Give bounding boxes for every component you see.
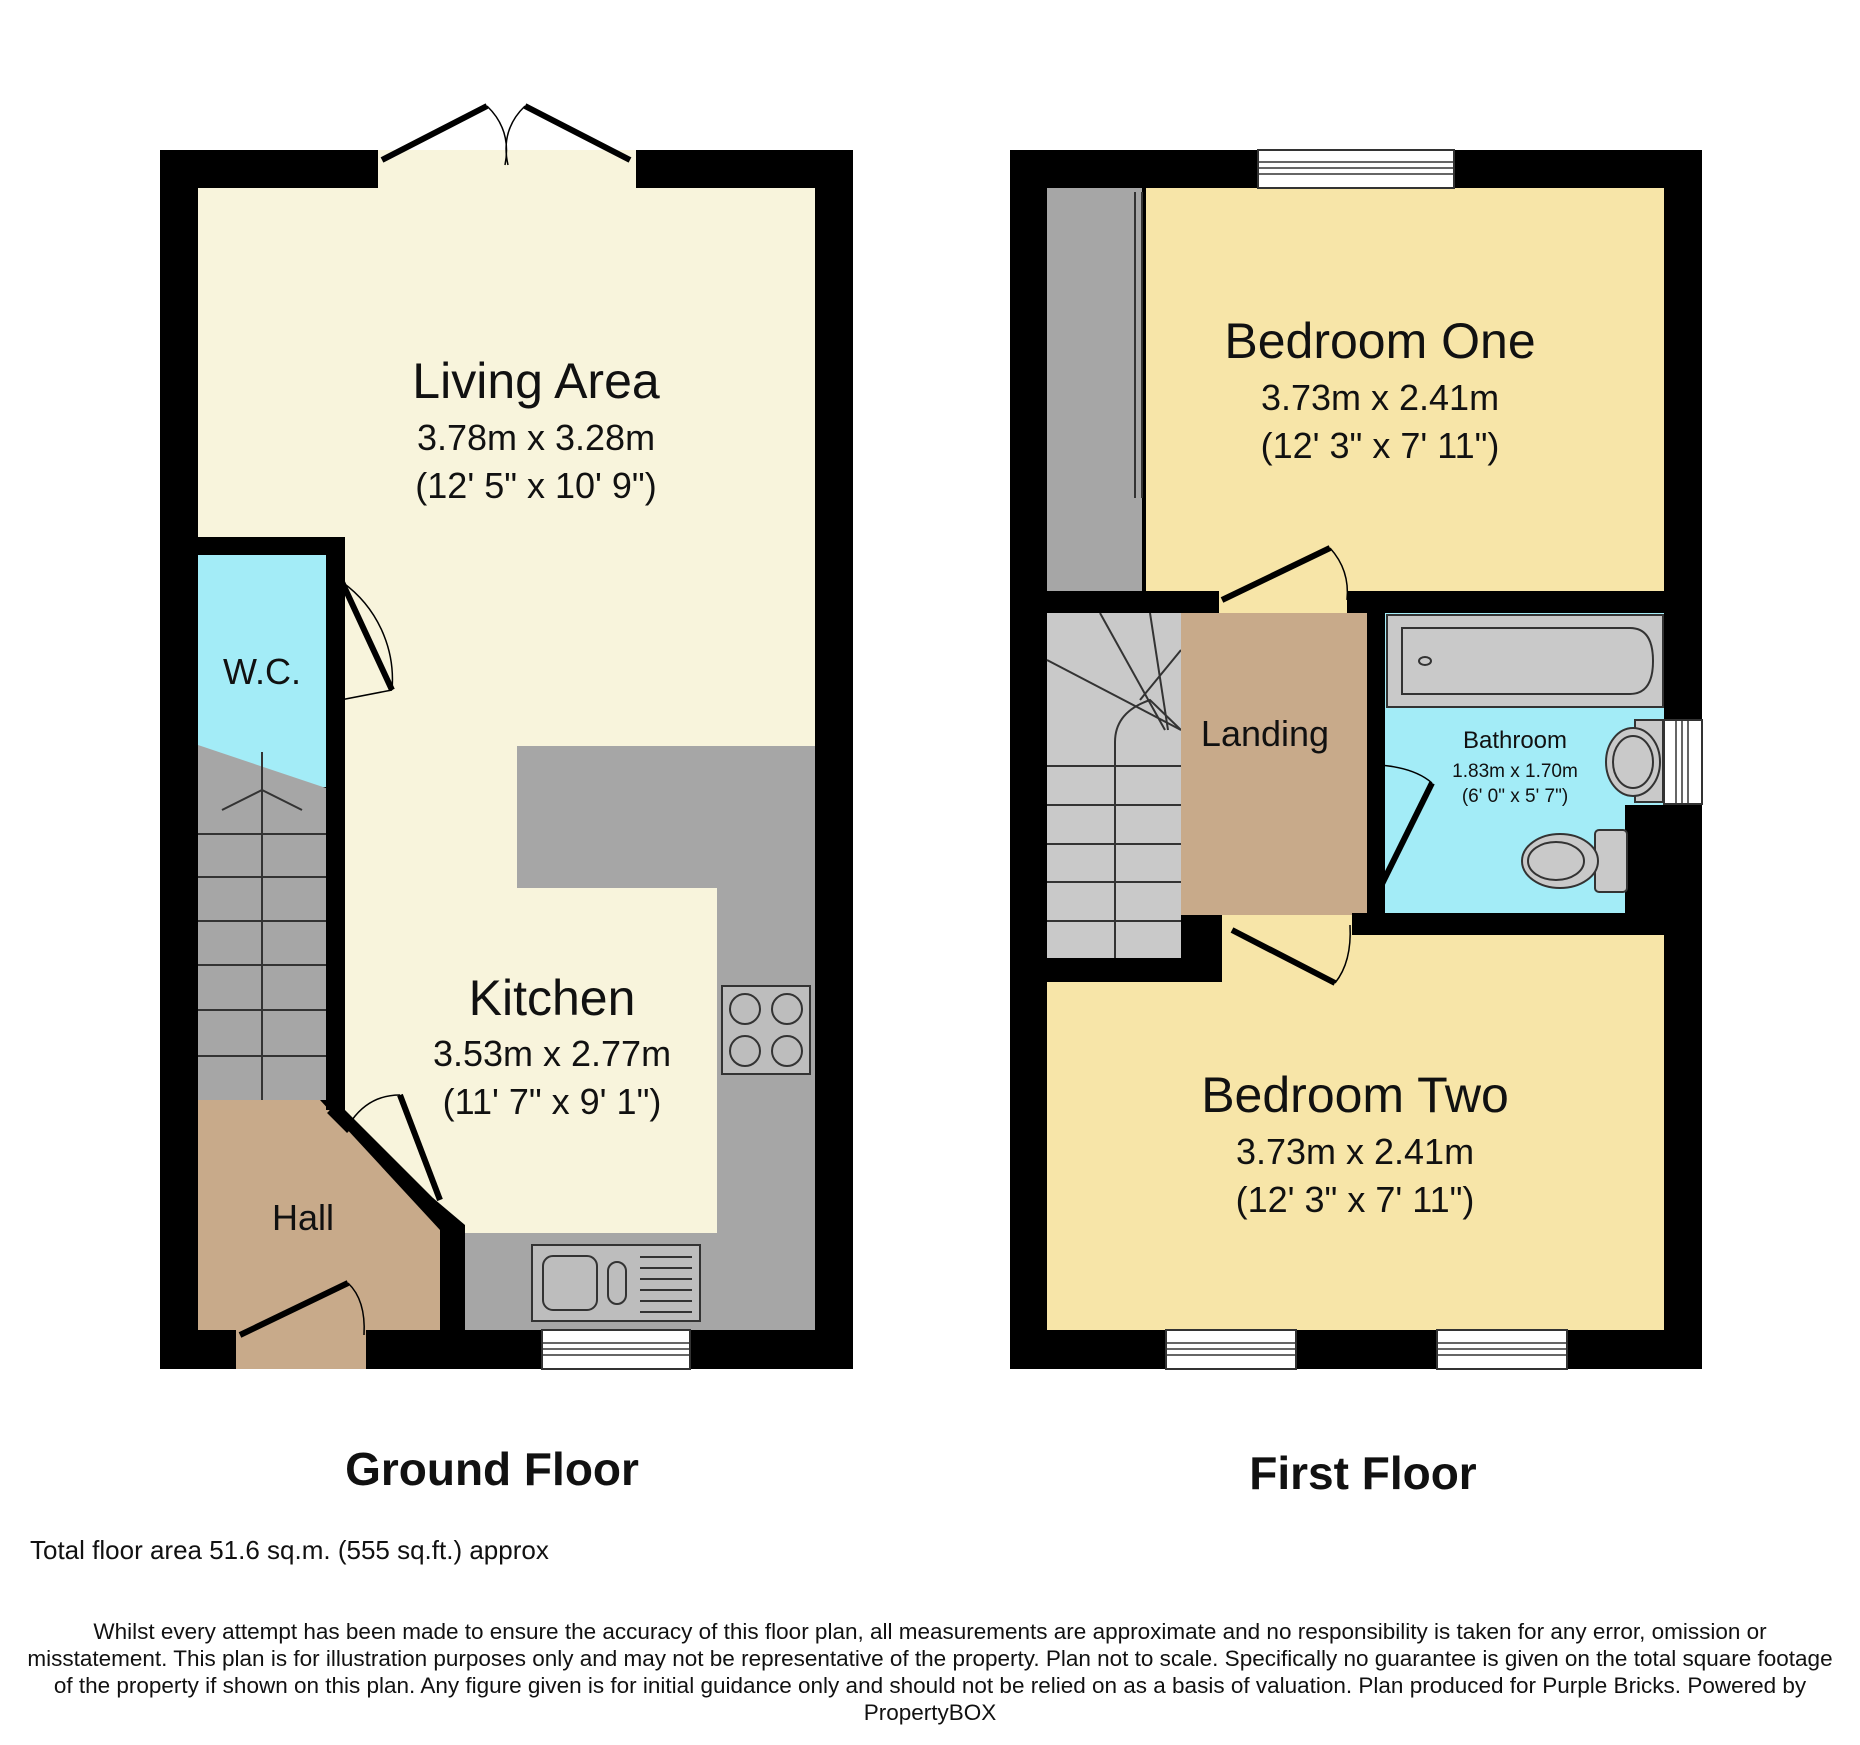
bedroom-two-name: Bedroom Two xyxy=(1201,1067,1509,1123)
wall-bathroom-left-upper xyxy=(1367,591,1385,761)
kitchen-name: Kitchen xyxy=(468,970,636,1026)
wall-bedroom-one-bottom-right xyxy=(1347,591,1664,613)
bath-icon xyxy=(1387,615,1663,707)
bathroom-window-icon xyxy=(1664,720,1702,804)
wardrobe xyxy=(1047,188,1142,591)
total-floor-area: Total floor area 51.6 sq.m. (555 sq.ft.) approx xyxy=(30,1535,549,1565)
bedroom-one-metric: 3.73m x 2.41m xyxy=(1260,377,1500,418)
disclaimer-text: Whilst every attempt has been made to ensure the accuracy of this floor plan, all measurements are approximate and no responsibility is taken for any error, omission or misstatement. This plan is for illustration purposes only and may not be representative of the property. Plan not to scale. Specifically no guarantee is given on the total square footage of the property if shown on this plan. Any figure given is for initial guidance only and should not be relied on as a basis of valuation. Plan produced for Purple Bricks. Powered by PropertyBOX xyxy=(27,1619,1833,1725)
wc-wall-right-lower xyxy=(326,706,345,1110)
ground-floor-stairs xyxy=(198,745,326,1100)
bedroom-two-window-right-icon xyxy=(1437,1330,1567,1369)
bedroom-two-window-left-icon xyxy=(1166,1330,1296,1369)
bathroom-name: Bathroom xyxy=(1462,727,1568,754)
bedroom-one-window-icon xyxy=(1258,150,1454,188)
first-floor-stairs xyxy=(1047,613,1181,958)
bathroom-floor-recess xyxy=(1625,805,1664,913)
ground-floor-plan xyxy=(160,106,853,1369)
bedroom-one-name: Bedroom One xyxy=(1224,313,1536,369)
sink-icon xyxy=(532,1245,700,1321)
toilet-icon xyxy=(1522,830,1627,892)
first-floor-title: First Floor xyxy=(1249,1447,1477,1499)
wall-bedroom-one-bottom-left xyxy=(1047,591,1219,613)
kitchen-metric: 3.53m x 2.77m xyxy=(432,1033,672,1074)
front-door-opening xyxy=(236,1330,366,1369)
living-area-imperial: (12' 5" x 10' 9") xyxy=(415,465,657,506)
wall-stairs-bottom xyxy=(1047,958,1195,982)
bedroom-two-metric: 3.73m x 2.41m xyxy=(1235,1131,1475,1172)
bathroom-imperial: (6' 0" x 5' 7") xyxy=(1461,786,1569,807)
landing-floor xyxy=(1181,613,1367,915)
living-area-name: Living Area xyxy=(412,353,660,409)
kitchen-imperial: (11' 7" x 9' 1") xyxy=(442,1081,662,1122)
kitchen-window-icon xyxy=(542,1330,690,1369)
wall-bathroom-left-lower xyxy=(1367,888,1385,935)
wc-wall-right-upper xyxy=(326,537,345,577)
hall-name: Hall xyxy=(271,1197,335,1238)
bedroom-one-imperial: (12' 3" x 7' 11") xyxy=(1260,425,1500,466)
bathroom-metric: 1.83m x 1.70m xyxy=(1452,761,1578,782)
ground-floor-title: Ground Floor xyxy=(345,1443,639,1495)
first-floor-plan xyxy=(1010,150,1702,1369)
wc-wall-top xyxy=(198,537,345,555)
wall-stairs-right xyxy=(1181,915,1222,982)
landing-name: Landing xyxy=(1200,713,1330,754)
wall-bathroom-bottom xyxy=(1352,913,1664,935)
bedroom-two-imperial: (12' 3" x 7' 11") xyxy=(1235,1179,1475,1220)
wc-name: W.C. xyxy=(223,651,301,692)
hob-icon xyxy=(722,986,810,1074)
living-area-metric: 3.78m x 3.28m xyxy=(416,417,656,458)
